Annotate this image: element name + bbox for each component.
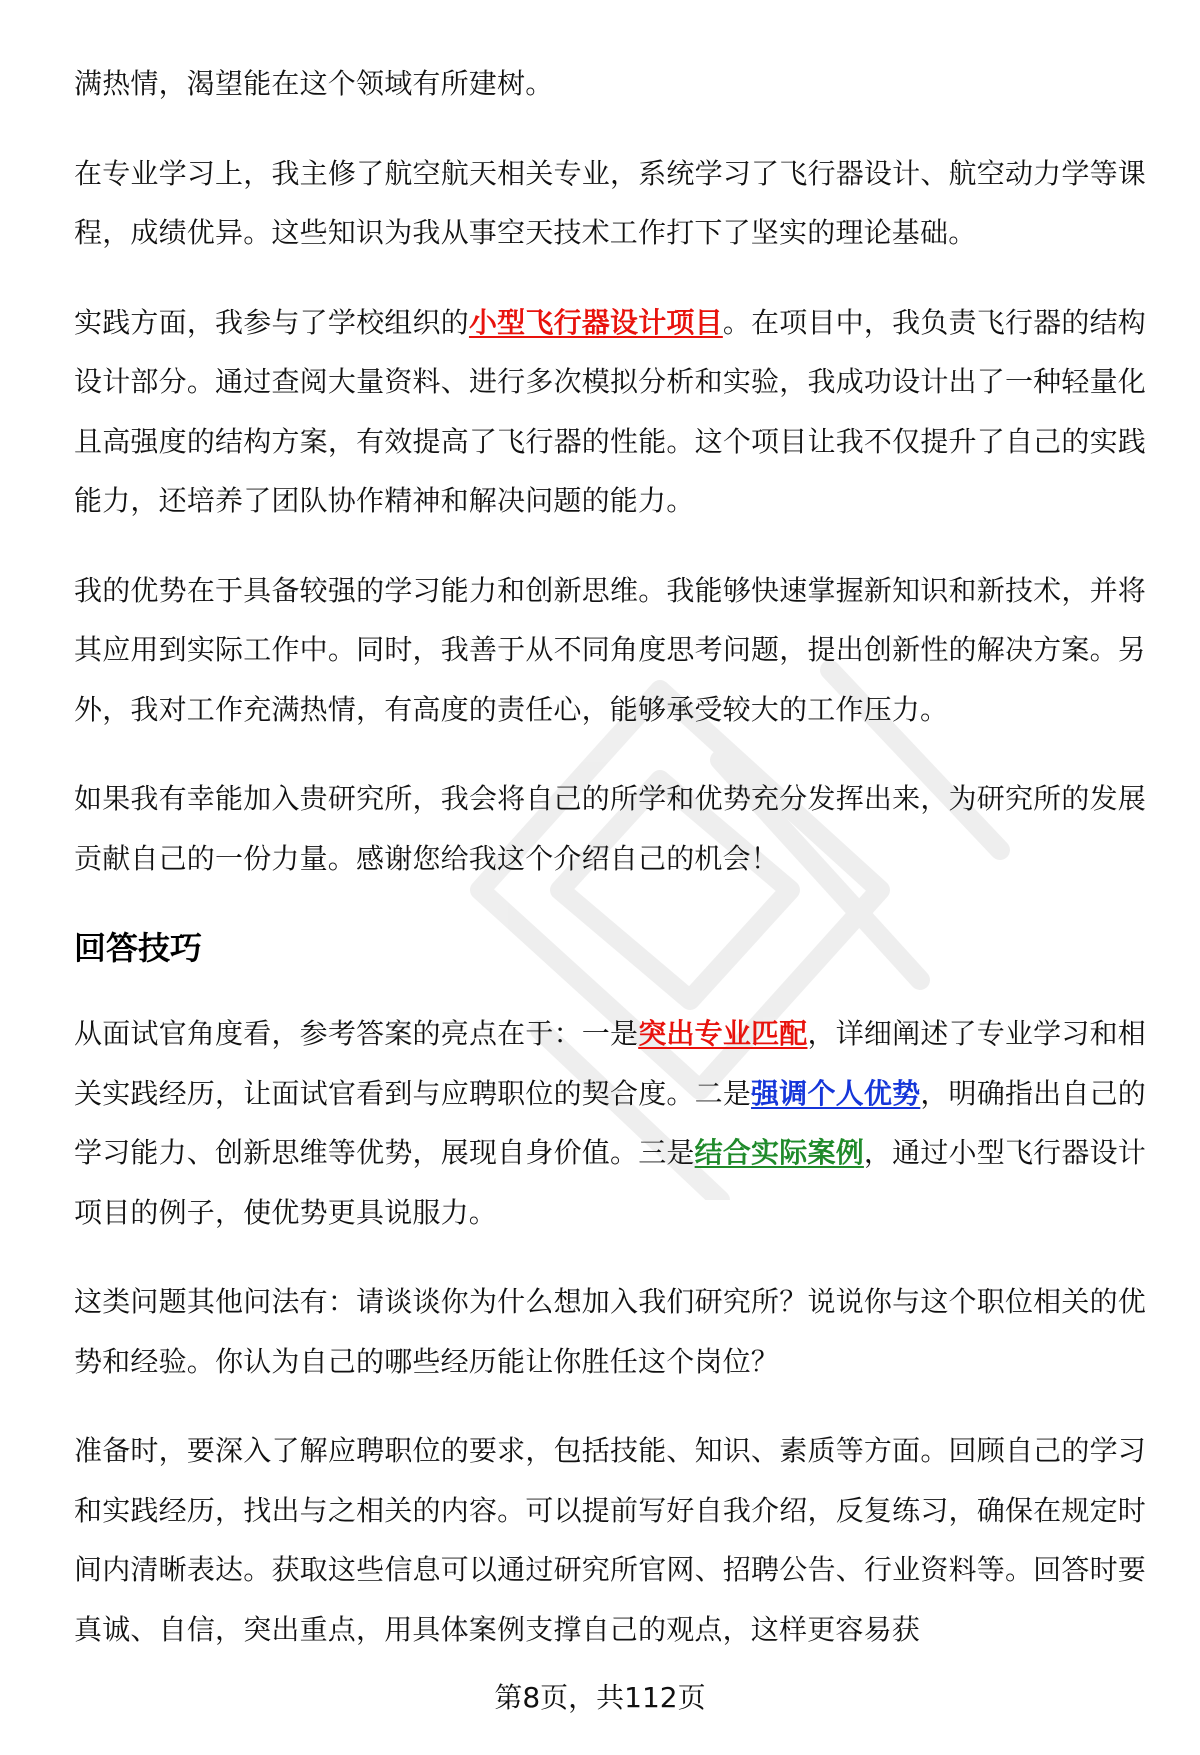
page-footer: 第8页，共112页	[494, 1681, 706, 1714]
paragraph-intro-end: 满热情，渴望能在这个领域有所建树。	[74, 67, 554, 100]
highlight-real-cases: 结合实际案例	[694, 1136, 864, 1169]
paragraph-tips-highlights	[74, 1004, 1146, 1242]
practice-text-start: 实践方面，我参与了学校组织的	[74, 305, 469, 339]
tips-text-b: ，详细阐述了专业学习和相关实践经历，让面试官看到与应聘职位的契合度。二是	[74, 1017, 1146, 1110]
highlight-personal-strengths: 强调个人优势	[751, 1076, 921, 1110]
practice-text-end: 。在项目中，我负责飞行器的结构设计部分。通过查阅大量资料、进行多次模拟分析和实验，我成功设计出了一种轻量化且高强度的结构方案，有效提高了飞行器的性能。这个项目让我不仅提升了自己的实践能力，还培养了团队协作精神和解决问题的能力。	[74, 305, 1146, 517]
paragraph-preparation: 准备时，要深入了解应聘职位的要求，包括技能、知识、素质等方面。回顾自己的学习和实践经历，找出与之相关的内容。可以提前写好自我介绍，反复练习，确保在规定时间内清晰表达。获取这些信息可以通过研究所官网、招聘公告、行业资料等。回答时要真诚、自信，突出重点，用具体案例支撑自己的观点，这样更容易获	[74, 1434, 1146, 1646]
section-heading: 回答技巧	[74, 929, 203, 967]
paragraph-study: 在专业学习上，我主修了航空航天相关专业，系统学习了飞行器设计、航空动力学等课程，成绩优异。这些知识为我从事空天技术工作打下了坚实的理论基础。	[74, 156, 1146, 249]
tips-text-d: ，通过小型飞行器设计项目的例子，使优势更具说服力。	[74, 1136, 1146, 1229]
paragraph-closing: 如果我有幸能加入贵研究所，我会将自己的所学和优势充分发挥出来，为研究所的发展贡献自己的一份力量。感谢您给我这个介绍自己的机会！	[74, 782, 1146, 875]
paragraph-alt-questions: 这类问题其他问法有：请谈谈你为什么想加入我们研究所？说说你与这个职位相关的优势和经验。你认为自己的哪些经历能让你胜任这个岗位？	[74, 1285, 1146, 1378]
paragraph-practice	[74, 293, 1146, 531]
highlight-professional-match: 突出专业匹配	[638, 1017, 808, 1050]
tips-text-a: 从面试官角度看，参考答案的亮点在于：一是	[74, 1017, 639, 1050]
tips-text-c: ，明确指出自己的学习能力、创新思维等优势，展现自身价值。三是	[74, 1076, 1146, 1169]
paragraph-strengths: 我的优势在于具备较强的学习能力和创新思维。我能够快速掌握新知识和新技术，并将其应用到实际工作中。同时，我善于从不同角度思考问题，提出创新性的解决方案。另外，我对工作充满热情，有高度的责任心，能够承受较大的工作压力。	[74, 573, 1146, 726]
highlight-project: 小型飞行器设计项目	[468, 305, 723, 339]
document-page	[74, 54, 1146, 1659]
